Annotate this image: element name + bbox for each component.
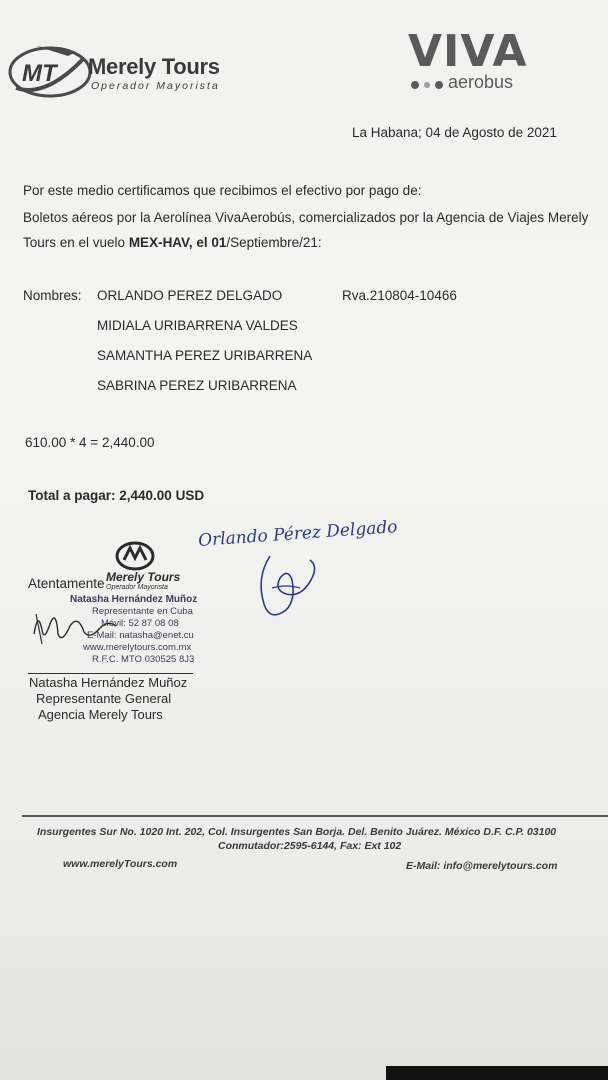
footer-address: Insurgentes Sur No. 1020 Int. 202, Col. Insurgentes San Borja. Del. Benito Juárez. México D.F. C.P. 03100: [37, 826, 557, 838]
reservation-number: Rva.210804-10466: [342, 288, 457, 303]
signatory-agency: Agencia Merely Tours: [38, 707, 163, 722]
merely-logo-initials: MT: [22, 60, 57, 87]
intro-text: Por este medio certificamos que recibimos el efectivo por pago de:: [23, 183, 422, 198]
stamp-rfc: R.F.C. MTO 030525 8J3: [92, 654, 195, 665]
stamp-name: Natasha Hernández Muñoz: [70, 594, 198, 605]
closing-text: Atentamente: [28, 576, 105, 591]
stamp-brand-sub: Operador Mayorista: [106, 584, 168, 591]
signatory-title: Representante General: [36, 691, 172, 706]
body-line-1: Boletos aéreos por la Aerolínea VivaAerobús, comercializados por la Agencia de Viajes Merely: [23, 210, 589, 225]
footer-divider: [22, 815, 608, 817]
total-amount: Total a pagar: 2,440.00 USD: [28, 488, 205, 503]
stamp-brand: Merely Tours: [106, 570, 181, 584]
stamp-logo-icon: [112, 538, 158, 574]
stamp-web: www.merelytours.com.mx: [83, 642, 192, 653]
calculation: 610.00 * 4 = 2,440.00: [25, 435, 155, 450]
stamp-role: Representante en Cuba: [92, 606, 193, 617]
footer-website: www.merelyTours.com: [63, 858, 178, 870]
merely-logo-name: Merely Tours: [88, 54, 220, 79]
signatory-name: Natasha Hernández Muñoz: [29, 675, 188, 690]
footer-email: E-Mail: info@merelytours.com: [406, 860, 558, 872]
signature-line: [28, 673, 193, 674]
passenger-name: SABRINA PEREZ URIBARRENA: [97, 378, 297, 393]
customer-signature: [252, 548, 322, 628]
viva-dots-icon: [410, 78, 446, 92]
body-line-2-prefix: Tours en el vuelo: [23, 235, 129, 250]
flight-info: MEX-HAV, el 01: [128, 235, 227, 250]
merely-logo-tagline: Operador Mayorista: [91, 80, 220, 92]
handwritten-name: Orlando Pérez Delgado: [197, 517, 399, 551]
date-line: La Habana; 04 de Agosto de 2021: [352, 125, 557, 140]
body-line-2-suffix: /Septiembre/21:: [226, 235, 322, 250]
passenger-name: MIDIALA URIBARRENA VALDES: [97, 318, 298, 333]
names-label: Nombres:: [23, 288, 82, 303]
stamp-email: E-Mail: natasha@enet.cu: [87, 630, 194, 641]
viva-logo-sub: aerobus: [448, 72, 514, 92]
photo-edge: [386, 1066, 608, 1080]
footer-phone: Conmutador:2595-6144, Fax: Ext 102: [218, 840, 402, 852]
signature-natasha: [30, 604, 120, 650]
passenger-name: ORLANDO PEREZ DELGADO: [97, 288, 283, 303]
stamp-mobile: Móvil: 52 87 08 08: [101, 618, 179, 629]
body-line-2: [23, 235, 322, 250]
passenger-name: SAMANTHA PEREZ URIBARRENA: [97, 348, 313, 363]
viva-logo-word: VIVA: [408, 26, 528, 77]
